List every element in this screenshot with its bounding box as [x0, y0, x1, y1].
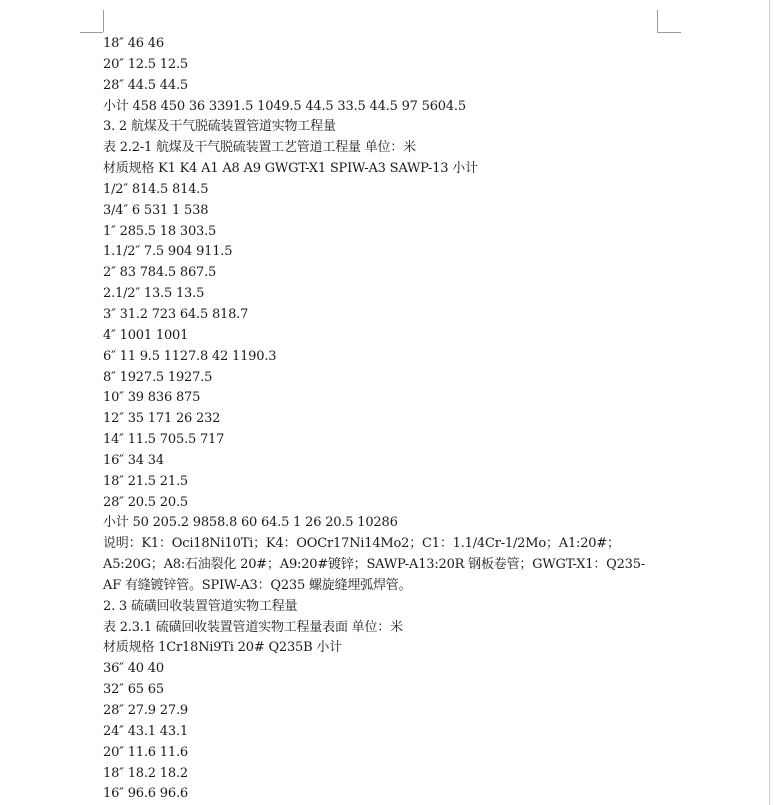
table-row-line: 12″ 35 171 26 232 [103, 411, 221, 427]
corner-mark-top-right [657, 32, 681, 33]
corner-mark-top-left [103, 10, 104, 32]
note-paragraph: 说明：K1：Oci18Ni10Ti；K4：OOCr17Ni14Mo2；C1：1.1/4Cr-1/2Mo；A1:20#；A5:20G；A8:石油裂化 20#；A9:20#镀锌；SAWP-A13:20R 钢板卷管；GWGT-X1：Q235-AF 有缝镀锌管。SPIW-A3：Q235 螺旋缝埋弧焊管。 [103, 536, 646, 593]
corner-mark-top-right [657, 10, 658, 32]
corner-mark-top-left [80, 32, 103, 33]
table-row-line: 36″ 40 40 [103, 661, 164, 677]
table-row-line: 16″ 34 34 [103, 452, 164, 468]
table-row-line: 2.1/2″ 13.5 13.5 [103, 286, 205, 302]
window-edge [769, 0, 770, 805]
table-caption: 表 2.3.1 硫磺回收装置管道实物工程量表面 单位：米 [103, 619, 403, 635]
table-row-line: 14″ 11.5 705.5 717 [103, 432, 225, 448]
table-row-line: 28″ 20.5 20.5 [103, 494, 188, 510]
section-heading: 3. 2 航煤及干气脱硫装置管道实物工程量 [103, 119, 336, 135]
table-row-line: 10″ 39 836 875 [103, 390, 201, 406]
table-row-line: 3″ 31.2 723 64.5 818.7 [103, 306, 249, 322]
table-row-line: 2″ 83 784.5 867.5 [103, 265, 217, 281]
table-row-line: 1″ 285.5 18 303.5 [103, 223, 217, 239]
table-row-line: 8″ 1927.5 1927.5 [103, 369, 213, 385]
table-row-line: 16″ 96.6 96.6 [103, 786, 188, 802]
table-row-line: 3/4″ 6 531 1 538 [103, 202, 209, 218]
text-line: 20″ 12.5 12.5 [103, 56, 188, 72]
table-header-line: 材质规格 K1 K4 A1 A8 A9 GWGT-X1 SPIW-A3 SAWP-13 小计 [103, 161, 478, 177]
table-row-line: 18″ 21.5 21.5 [103, 473, 188, 489]
text-line: 28″ 44.5 44.5 [103, 77, 188, 93]
table-row-line: 4″ 1001 1001 [103, 327, 189, 343]
subtotal-line: 小计 50 205.2 9858.8 60 64.5 1 26 20.5 10286 [103, 515, 398, 531]
table-caption: 表 2.2-1 航煤及干气脱硫装置工艺管道工程量 单位：米 [103, 140, 416, 156]
subtotal-line: 小计 458 450 36 3391.5 1049.5 44.5 33.5 44.5 97 5604.5 [103, 98, 466, 114]
table-row-line: 24″ 43.1 43.1 [103, 723, 188, 739]
table-row-line: 20″ 11.6 11.6 [103, 744, 188, 760]
table-row-line: 28″ 27.9 27.9 [103, 703, 188, 718]
table-header-line: 材质规格 1Cr18Ni9Ti 20# Q235B 小计 [103, 640, 342, 656]
table-row-line: 1/2″ 814.5 814.5 [103, 181, 209, 197]
table-row-line: 32″ 65 65 [103, 682, 164, 698]
document-body [103, 34, 663, 805]
text-line: 18″ 46 46 [103, 36, 164, 51]
table-row-line: 1.1/2″ 7.5 904 911.5 [103, 244, 233, 260]
section-heading: 2. 3 硫磺回收装置管道实物工程量 [103, 598, 298, 614]
table-row-line: 6″ 11 9.5 1127.8 42 1190.3 [103, 348, 277, 364]
table-row-line: 18″ 18.2 18.2 [103, 765, 188, 781]
